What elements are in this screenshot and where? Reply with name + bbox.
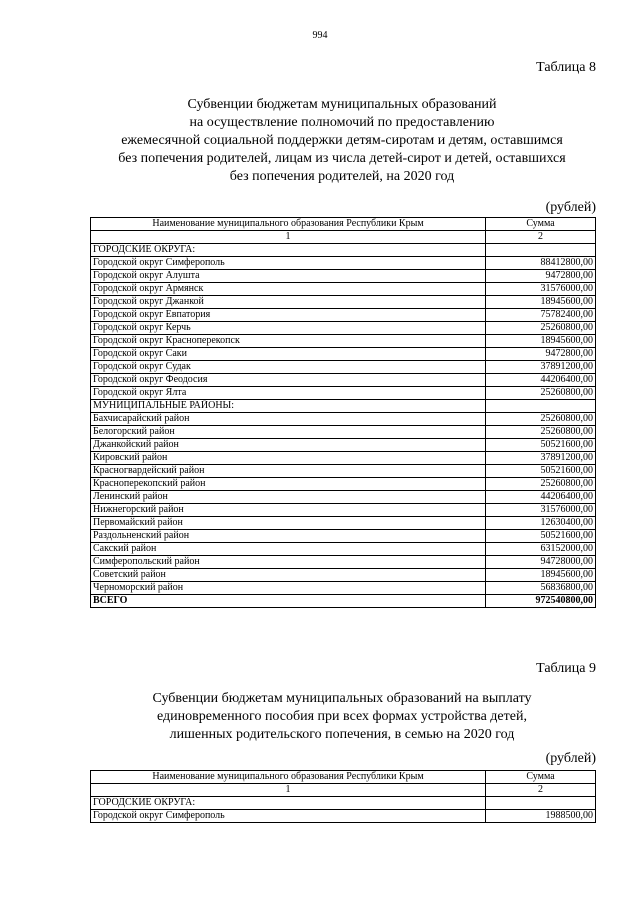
table-colnum-row bbox=[91, 231, 596, 244]
table-row bbox=[91, 309, 596, 322]
empty-cell bbox=[486, 797, 596, 810]
municipality-name-cell: Городской округ Алушта bbox=[91, 270, 486, 283]
sum-cell: 56836800,00 bbox=[486, 582, 596, 595]
table-row bbox=[91, 530, 596, 543]
municipality-name-cell: Раздольненский район bbox=[91, 530, 486, 543]
section-row bbox=[91, 400, 596, 413]
municipality-name-cell: Городской округ Армянск bbox=[91, 283, 486, 296]
municipality-name-cell: Городской округ Симферополь bbox=[91, 810, 486, 823]
sum-cell: 1988500,00 bbox=[486, 810, 596, 823]
section-label-cell: МУНИЦИПАЛЬНЫЕ РАЙОНЫ: bbox=[91, 400, 486, 413]
sum-cell: 94728000,00 bbox=[486, 556, 596, 569]
municipality-name-cell: Советский район bbox=[91, 569, 486, 582]
sum-cell: 9472800,00 bbox=[486, 348, 596, 361]
sum-cell: 75782400,00 bbox=[486, 309, 596, 322]
header-sum-cell: Сумма bbox=[486, 218, 596, 231]
empty-cell bbox=[486, 244, 596, 257]
municipality-name-cell: Городской округ Судак bbox=[91, 361, 486, 374]
municipality-name-cell: Городской округ Евпатория bbox=[91, 309, 486, 322]
table-row bbox=[91, 569, 596, 582]
colnum-cell: 1 bbox=[91, 231, 486, 244]
sum-cell: 9472800,00 bbox=[486, 270, 596, 283]
sum-cell: 12630400,00 bbox=[486, 517, 596, 530]
table-row bbox=[91, 257, 596, 270]
sum-cell: 25260800,00 bbox=[486, 387, 596, 400]
header-name-cell: Наименование муниципального образования Республики Крым bbox=[91, 771, 486, 784]
table-row bbox=[91, 361, 596, 374]
table-row bbox=[91, 452, 596, 465]
municipality-name-cell: Кировский район bbox=[91, 452, 486, 465]
table-row bbox=[91, 504, 596, 517]
municipality-name-cell: Нижнегорский район bbox=[91, 504, 486, 517]
sum-cell: 50521600,00 bbox=[486, 439, 596, 452]
table-row bbox=[91, 335, 596, 348]
sum-cell: 31576000,00 bbox=[486, 283, 596, 296]
table-row bbox=[91, 387, 596, 400]
page-number: 994 bbox=[312, 30, 328, 41]
sum-cell: 37891200,00 bbox=[486, 452, 596, 465]
section-row bbox=[91, 797, 596, 810]
table-row bbox=[91, 348, 596, 361]
table-row bbox=[91, 556, 596, 569]
municipality-name-cell: Городской округ Ялта bbox=[91, 387, 486, 400]
table-header-row bbox=[91, 771, 596, 784]
sum-cell: 44206400,00 bbox=[486, 374, 596, 387]
table-row bbox=[91, 413, 596, 426]
sum-cell: 25260800,00 bbox=[486, 413, 596, 426]
municipality-name-cell: Красногвардейский район bbox=[91, 465, 486, 478]
table9-title-line: Субвенции бюджетам муниципальных образований на выплату bbox=[152, 691, 532, 706]
table-row bbox=[91, 491, 596, 504]
sum-cell: 25260800,00 bbox=[486, 478, 596, 491]
colnum-cell: 1 bbox=[91, 784, 486, 797]
table9 bbox=[90, 770, 596, 823]
table8-unit: (рублей) bbox=[545, 200, 596, 215]
sum-cell: 18945600,00 bbox=[486, 569, 596, 582]
sum-cell: 44206400,00 bbox=[486, 491, 596, 504]
municipality-name-cell: Первомайский район bbox=[91, 517, 486, 530]
total-row bbox=[91, 595, 596, 608]
municipality-name-cell: Городской округ Симферополь bbox=[91, 257, 486, 270]
municipality-name-cell: Городской округ Джанкой bbox=[91, 296, 486, 309]
table-row bbox=[91, 426, 596, 439]
table-row bbox=[91, 322, 596, 335]
table-row bbox=[91, 439, 596, 452]
table8-title-line: на осуществление полномочий по предоставлению bbox=[189, 115, 495, 130]
table9-title bbox=[90, 690, 594, 744]
sum-cell: 63152000,00 bbox=[486, 543, 596, 556]
table-row bbox=[91, 296, 596, 309]
table-row bbox=[91, 517, 596, 530]
table9-label: Таблица 9 bbox=[536, 661, 596, 676]
municipality-name-cell: Городской округ Саки bbox=[91, 348, 486, 361]
table-row bbox=[91, 478, 596, 491]
table9-title-line: единовременного пособия при всех формах устройства детей, bbox=[157, 709, 527, 724]
table8-title-line: без попечения родителей, лицам из числа детей-сирот и детей, оставшихся bbox=[118, 151, 566, 166]
table9-title-line: лишенных родительского попечения, в семью на 2020 год bbox=[169, 727, 515, 742]
municipality-name-cell: Городской округ Феодосия bbox=[91, 374, 486, 387]
sum-cell: 25260800,00 bbox=[486, 322, 596, 335]
header-sum-cell: Сумма bbox=[486, 771, 596, 784]
sum-cell: 25260800,00 bbox=[486, 426, 596, 439]
sum-cell: 88412800,00 bbox=[486, 257, 596, 270]
table-row bbox=[91, 270, 596, 283]
municipality-name-cell: Городской округ Красноперекопск bbox=[91, 335, 486, 348]
table8-title-line: Субвенции бюджетам муниципальных образований bbox=[187, 97, 497, 112]
table-row bbox=[91, 810, 596, 823]
table-header-row bbox=[91, 218, 596, 231]
table-row bbox=[91, 374, 596, 387]
sum-cell: 18945600,00 bbox=[486, 296, 596, 309]
sum-cell: 50521600,00 bbox=[486, 530, 596, 543]
colnum-cell: 2 bbox=[486, 231, 596, 244]
table-row bbox=[91, 465, 596, 478]
table-row bbox=[91, 543, 596, 556]
table8-label: Таблица 8 bbox=[536, 60, 596, 75]
table-row bbox=[91, 582, 596, 595]
municipality-name-cell: Сакский район bbox=[91, 543, 486, 556]
municipality-name-cell: Джанкойский район bbox=[91, 439, 486, 452]
section-label-cell: ГОРОДСКИЕ ОКРУГА: bbox=[91, 797, 486, 810]
table-colnum-row bbox=[91, 784, 596, 797]
table8-title-line: без попечения родителей, на 2020 год bbox=[229, 169, 455, 184]
table9-unit: (рублей) bbox=[545, 751, 596, 766]
municipality-name-cell: Ленинский район bbox=[91, 491, 486, 504]
municipality-name-cell: Симферопольский район bbox=[91, 556, 486, 569]
total-label-cell: ВСЕГО bbox=[91, 595, 486, 608]
table8-title-line: ежемесячной социальной поддержки детям-сиротам и детям, оставшимся bbox=[121, 133, 563, 148]
table-row bbox=[91, 283, 596, 296]
table8 bbox=[90, 217, 596, 608]
section-row bbox=[91, 244, 596, 257]
municipality-name-cell: Городской округ Керчь bbox=[91, 322, 486, 335]
empty-cell bbox=[486, 400, 596, 413]
municipality-name-cell: Красноперекопский район bbox=[91, 478, 486, 491]
sum-cell: 31576000,00 bbox=[486, 504, 596, 517]
total-sum-cell: 972540800,00 bbox=[486, 595, 596, 608]
municipality-name-cell: Бахчисарайский район bbox=[91, 413, 486, 426]
sum-cell: 37891200,00 bbox=[486, 361, 596, 374]
municipality-name-cell: Белогорский район bbox=[91, 426, 486, 439]
sum-cell: 50521600,00 bbox=[486, 465, 596, 478]
table8-title bbox=[90, 96, 594, 186]
colnum-cell: 2 bbox=[486, 784, 596, 797]
municipality-name-cell: Черноморский район bbox=[91, 582, 486, 595]
section-label-cell: ГОРОДСКИЕ ОКРУГА: bbox=[91, 244, 486, 257]
header-name-cell: Наименование муниципального образования Республики Крым bbox=[91, 218, 486, 231]
sum-cell: 18945600,00 bbox=[486, 335, 596, 348]
